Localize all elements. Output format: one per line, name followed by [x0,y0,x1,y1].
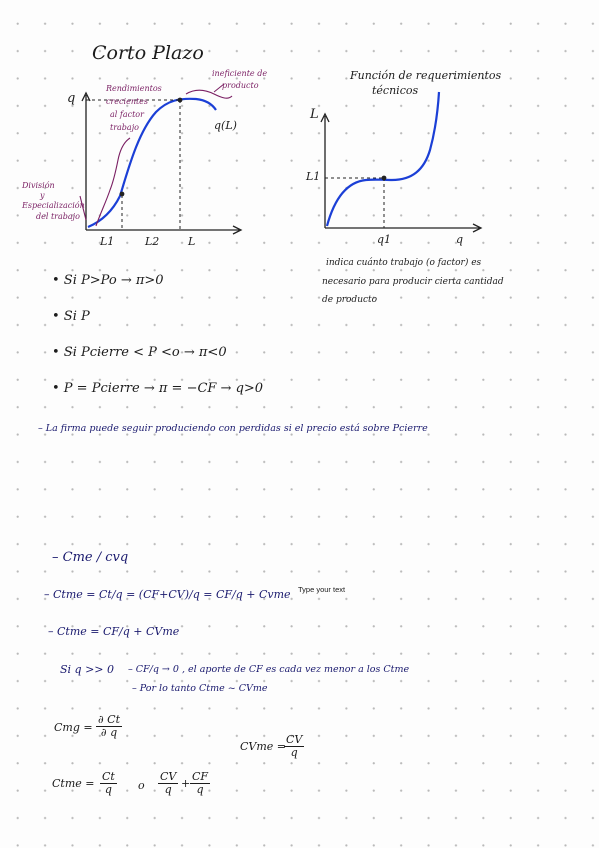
requirements-curve [327,92,439,226]
firm-note: – La firma puede seguir produciendo con perdidas si el precio está sobre Pcierre [38,423,428,434]
numerator: CF [192,770,209,783]
if-q-detail-1: – CF/q → 0 , el aporte de CF es cada vez menor a los Ctme [128,664,410,675]
graph1-x-tick-l: L [188,235,196,248]
bullet-item: • Si Pcierre < P <o → π<0 [52,345,227,360]
caption-line: indica cuánto trabajo (o factor) es [326,258,482,268]
page-title: Corto Plazo [92,42,204,64]
graph2-y-tick: L1 [306,170,321,183]
graph2-point [382,176,387,181]
cost-line-1: – Cme / cvq [52,550,129,565]
annotation-line: al factor [110,110,144,119]
numerator: CV [286,733,303,746]
annotation-line: Especialización [22,201,85,210]
cost-line-2: – Ctme = Ct/q = (CF+CV)/q = CF/q + Cvme [44,588,291,601]
annotation-line: trabajo [110,123,139,132]
annotation-line: ineficiente de [212,69,268,78]
cost-line-3: – Ctme = CF/q + CVme [48,625,180,638]
formula-lhs: Ctme = [52,777,95,790]
annotation-line: del trabajo [36,212,80,221]
numerator: CV [160,770,177,783]
caption-line: de producto [322,295,378,305]
or-word: o [138,779,145,792]
numerator: Ct [102,770,115,783]
formula-lhs: Cmg = [54,721,93,734]
if-q-detail-2: – Por lo tanto Ctme ~ CVme [132,683,268,694]
production-graph [80,84,241,234]
bullet-item: • P = Pcierre → π = −CF → q>0 [52,381,264,396]
fraction [96,714,122,739]
plus-sign: + [181,777,191,790]
if-q-large: Si q >> 0 [60,663,115,676]
fraction [190,771,210,796]
max-point [178,98,183,103]
annotation-line: División [22,181,55,190]
annotation-line: Rendimientos [106,84,162,93]
numerator: ∂ Ct [98,713,121,726]
formula-lhs: CVme = [240,740,287,753]
fraction [284,734,304,759]
graph1-curve-label: q(L) [214,119,237,132]
graph2-x-label: q [456,233,464,246]
production-curve [88,99,216,227]
annotation-line: crecientes [106,97,149,106]
denominator: q [164,783,172,797]
fraction [100,771,117,796]
annotation-line: y [40,191,45,200]
graph1-x-tick-l2: L2 [145,235,160,248]
caption-line: necesario para producir cierta cantidad [322,277,504,287]
graph2-title-line2: técnicos [372,84,419,97]
bracket-inefficient [186,90,232,98]
annotation-line: producto [222,81,259,90]
graph2-x-tick: q1 [377,233,392,246]
graph2-y-label: L [310,107,319,122]
denominator: q [104,783,112,797]
fraction [158,771,178,796]
graph1-x-tick-l1: L1 [100,235,115,248]
requirements-graph [321,92,481,232]
bullet-item: • Si P>Po → π>0 [52,273,164,288]
graph1-y-label: q [67,91,76,106]
graph2-title-line1: Función de requerimientos [350,69,502,82]
denominator: q [196,783,204,797]
denominator: q [290,746,298,760]
typed-text: Type your text [298,585,346,594]
inflection-point [120,192,125,197]
denominator: ∂ q [100,726,118,740]
bullet-item: • Si P [52,309,90,324]
